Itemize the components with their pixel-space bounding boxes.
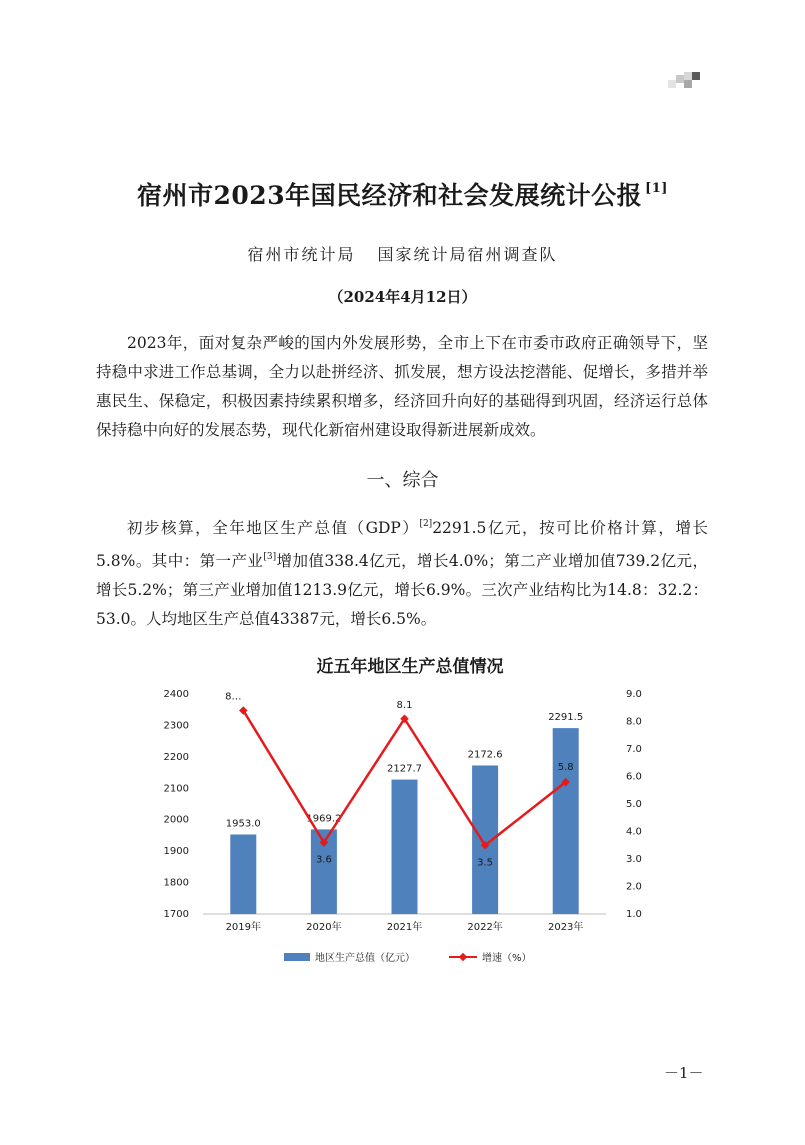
- bar-value-label: 2172.6: [467, 749, 503, 761]
- intro-paragraph: 2023年，面对复杂严峻的国内外发展形势，全市上下在市委市政府正确领导下，坚持稳中求进工作总基调，全力以赴拼经济、抓发展，想方设法挖潜能、促增长，多措并举惠民生、保稳定，积极因素持续累积增多，经济回升向好的基础得到巩固，经济运行总体保持稳中向好的发展态势，现代化新宿州建设取得新进展新成效。: [96, 334, 708, 439]
- publish-date: （2024年4月12日）: [328, 288, 477, 306]
- bar: [392, 780, 418, 914]
- y-right-tick-label: 4.0: [626, 826, 642, 838]
- legend-line-swatch: [449, 952, 477, 962]
- footnote-ref-2[interactable]: [2]: [419, 519, 433, 529]
- y-right-tick-label: 2.0: [626, 881, 642, 893]
- gdp-text-c: 增加值338.4亿元，增长4.0%；第二产业增加值739.2亿元，增长5.2%；第三产业增加值1213.9亿元，增长6.9%。三次产业结构比为14.8：32.2：53.0。人均地区生产总值43387元，增长6.5%。: [96, 552, 708, 628]
- gdp-chart: [160, 645, 660, 975]
- bar-value-label: 1969.2: [306, 813, 342, 825]
- y-left-tick-label: 1900: [163, 846, 189, 858]
- gdp-text-a: 初步核算，全年地区生产总值（GDP）: [127, 519, 420, 537]
- footnote-ref-3[interactable]: [3]: [263, 552, 277, 562]
- x-tick-label: 2021年: [386, 922, 423, 933]
- y-left-tick-label: 2200: [163, 751, 189, 763]
- growth-value-label: 8…: [225, 691, 242, 703]
- x-tick-label: 2019年: [225, 922, 262, 933]
- chart-legend: [284, 949, 532, 964]
- bar-value-label: 2291.5: [548, 712, 584, 724]
- legend-bar-label: 地区生产总值（亿元）: [315, 953, 415, 964]
- y-left-tick-label: 1800: [163, 877, 189, 889]
- section-heading: 一、综合: [366, 470, 439, 491]
- bar: [553, 728, 579, 914]
- gdp-paragraph: [96, 510, 708, 634]
- page-number: －1－: [664, 1064, 704, 1082]
- y-right-tick-label: 8.0: [626, 716, 642, 728]
- y-right-tick-label: 5.0: [626, 799, 642, 810]
- chart-title: 近五年地区生产总值情况: [316, 657, 504, 677]
- y-left-tick-label: 2300: [163, 720, 189, 732]
- y-right-tick-label: 9.0: [626, 689, 642, 700]
- bar: [230, 834, 256, 914]
- legend-bar-swatch: [284, 953, 310, 961]
- bar-value-label: 2127.7: [387, 763, 422, 775]
- y-left-tick-label: 1700: [163, 909, 189, 920]
- gdp-chart-svg: [160, 645, 660, 945]
- x-tick-label: 2020年: [306, 922, 342, 933]
- issuer-2: 国家统计局宿州调查队: [377, 245, 558, 264]
- issuer-1: 宿州市统计局: [247, 245, 356, 264]
- title-footnote-ref[interactable]: [1]: [645, 181, 668, 196]
- bar-value-label: 1953.0: [225, 818, 261, 830]
- title-text: 宿州市2023年国民经济和社会发展统计公报: [137, 181, 643, 210]
- y-right-tick-label: 6.0: [626, 771, 642, 783]
- document-title: [0, 176, 805, 212]
- y-right-tick-label: 7.0: [626, 744, 642, 755]
- x-tick-label: 2023年: [547, 922, 584, 933]
- y-left-tick-label: 2000: [163, 814, 189, 826]
- issuer-line: [0, 242, 805, 265]
- x-tick-label: 2022年: [467, 922, 503, 933]
- growth-value-label: 3.5: [477, 857, 494, 869]
- growth-value-label: 3.6: [315, 854, 332, 866]
- y-right-tick-label: 1.0: [626, 909, 642, 920]
- bar: [472, 765, 498, 914]
- legend-line-label: 增速（%）: [482, 953, 532, 964]
- gdp-text-b: 2291.5亿元，按可比价格计算，增长5.8%。其中：第一产业: [96, 519, 708, 570]
- corner-decoration: [668, 71, 700, 89]
- growth-value-label: 5.8: [557, 762, 574, 773]
- growth-value-label: 8.1: [396, 699, 413, 711]
- y-right-tick-label: 3.0: [626, 854, 642, 865]
- y-left-tick-label: 2100: [163, 783, 189, 795]
- y-left-tick-label: 2400: [163, 689, 189, 700]
